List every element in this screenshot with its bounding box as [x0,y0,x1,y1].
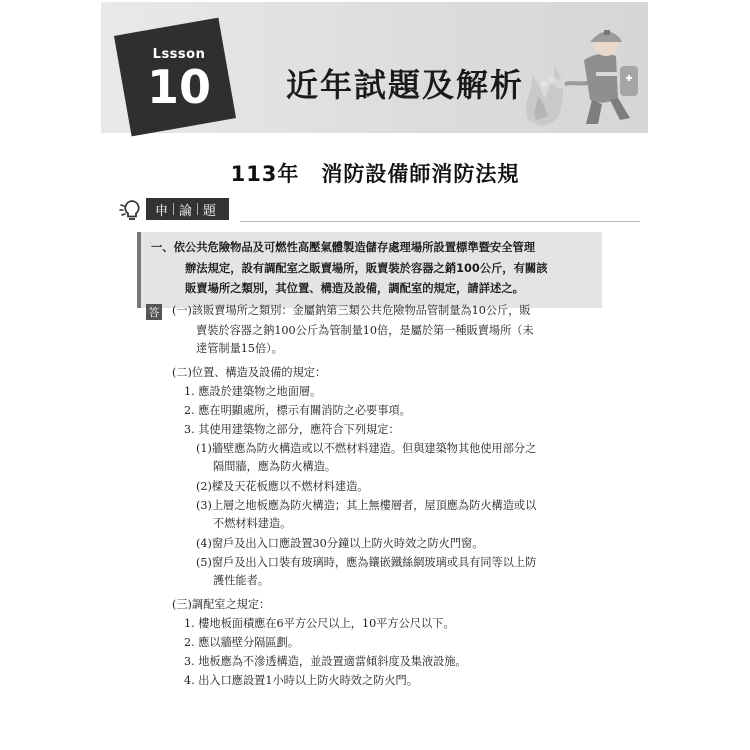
answer-line: 達管制量15倍）。 [196,342,283,355]
answer-line: (2)樑及天花板應以不燃材料建造。 [196,480,369,493]
firefighter-extinguisher-illustration [520,20,648,132]
question-line: 一、依公共危險物品及可燃性高壓氣體製造儲存處理場所設置標準暨安全管理 [151,241,536,254]
answer-line: 3. 其使用建築物之部分，應符合下列規定： [184,423,400,436]
answer-line: (4)窗戶及出入口應設置30分鐘以上防火時效之防火門窗。 [196,537,484,550]
question-line: 辦法規定，設有調配室之販賣場所，販賣裝於容器之銷100公斤，有關該 [185,261,548,275]
answer-line: (1)牆壁應為防火構造或以不燃材料建造。但與建築物其他使用部分之 [196,442,537,455]
section-tag [118,196,229,222]
answer-line: (5)窗戶及出入口裝有玻璃時，應為鑲嵌鐵絲網玻璃或具有同等以上防 [196,556,537,569]
answer-line: 2. 應在明顯處所，標示有關消防之必要事項。 [184,404,411,417]
answer-line: 賣裝於容器之鈉100公斤為管制量10倍，是屬於第一種販賣場所（未 [196,324,534,337]
answer-mark: 答 [146,304,162,320]
tag-char-1: 申 [155,203,169,219]
chapter-title: 近年試題及解析 [286,66,525,104]
answer-line: 隔間牆，應為防火構造。 [213,460,337,473]
answer-line: 2. 應以牆壁分隔區劃。 [184,636,299,649]
answer-line: (二)位置、構造及設備的規定： [172,366,327,379]
answer-line: 1. 樓地板面積應在6平方公尺以上，10平方公尺以下。 [184,617,455,630]
question-box [137,232,602,308]
answer-line: 護性能者。 [213,574,269,587]
answer-line: 不燃材料建造。 [213,517,292,530]
page-title: 113年 消防設備師消防法規 [230,162,520,186]
tag-char-3: 題 [203,203,217,219]
lesson-label: Lssson [152,46,206,62]
answer-line: 1. 應設於建築物之地面層。 [184,385,322,398]
question-line: 販賣場所之類別，其位置、構造及設備，調配室的規定，請詳述之。 [185,282,524,295]
answer-line: (三)調配室之規定： [172,598,271,611]
lesson-badge [131,28,227,128]
section-tag-label [146,198,229,220]
tag-char-2: 論 [179,203,193,219]
answer-line: (3)上層之地板應為防火構造；其上無樓層者，屋頂應為防火構造或以 [196,499,537,512]
lightbulb-icon [118,196,146,222]
lesson-number: 10 [146,59,211,114]
section-divider [240,221,640,222]
answer-line: 3. 地板應為不滲透構造，並設置適當傾斜度及集液設施。 [184,655,467,668]
answer-line: 4. 出入口應設置1小時以上防火時效之防火門。 [184,674,418,687]
answer-line: (一)該販賣場所之類別：金屬鈉第三類公共危險物品管制量為10公斤，販 [172,304,531,317]
